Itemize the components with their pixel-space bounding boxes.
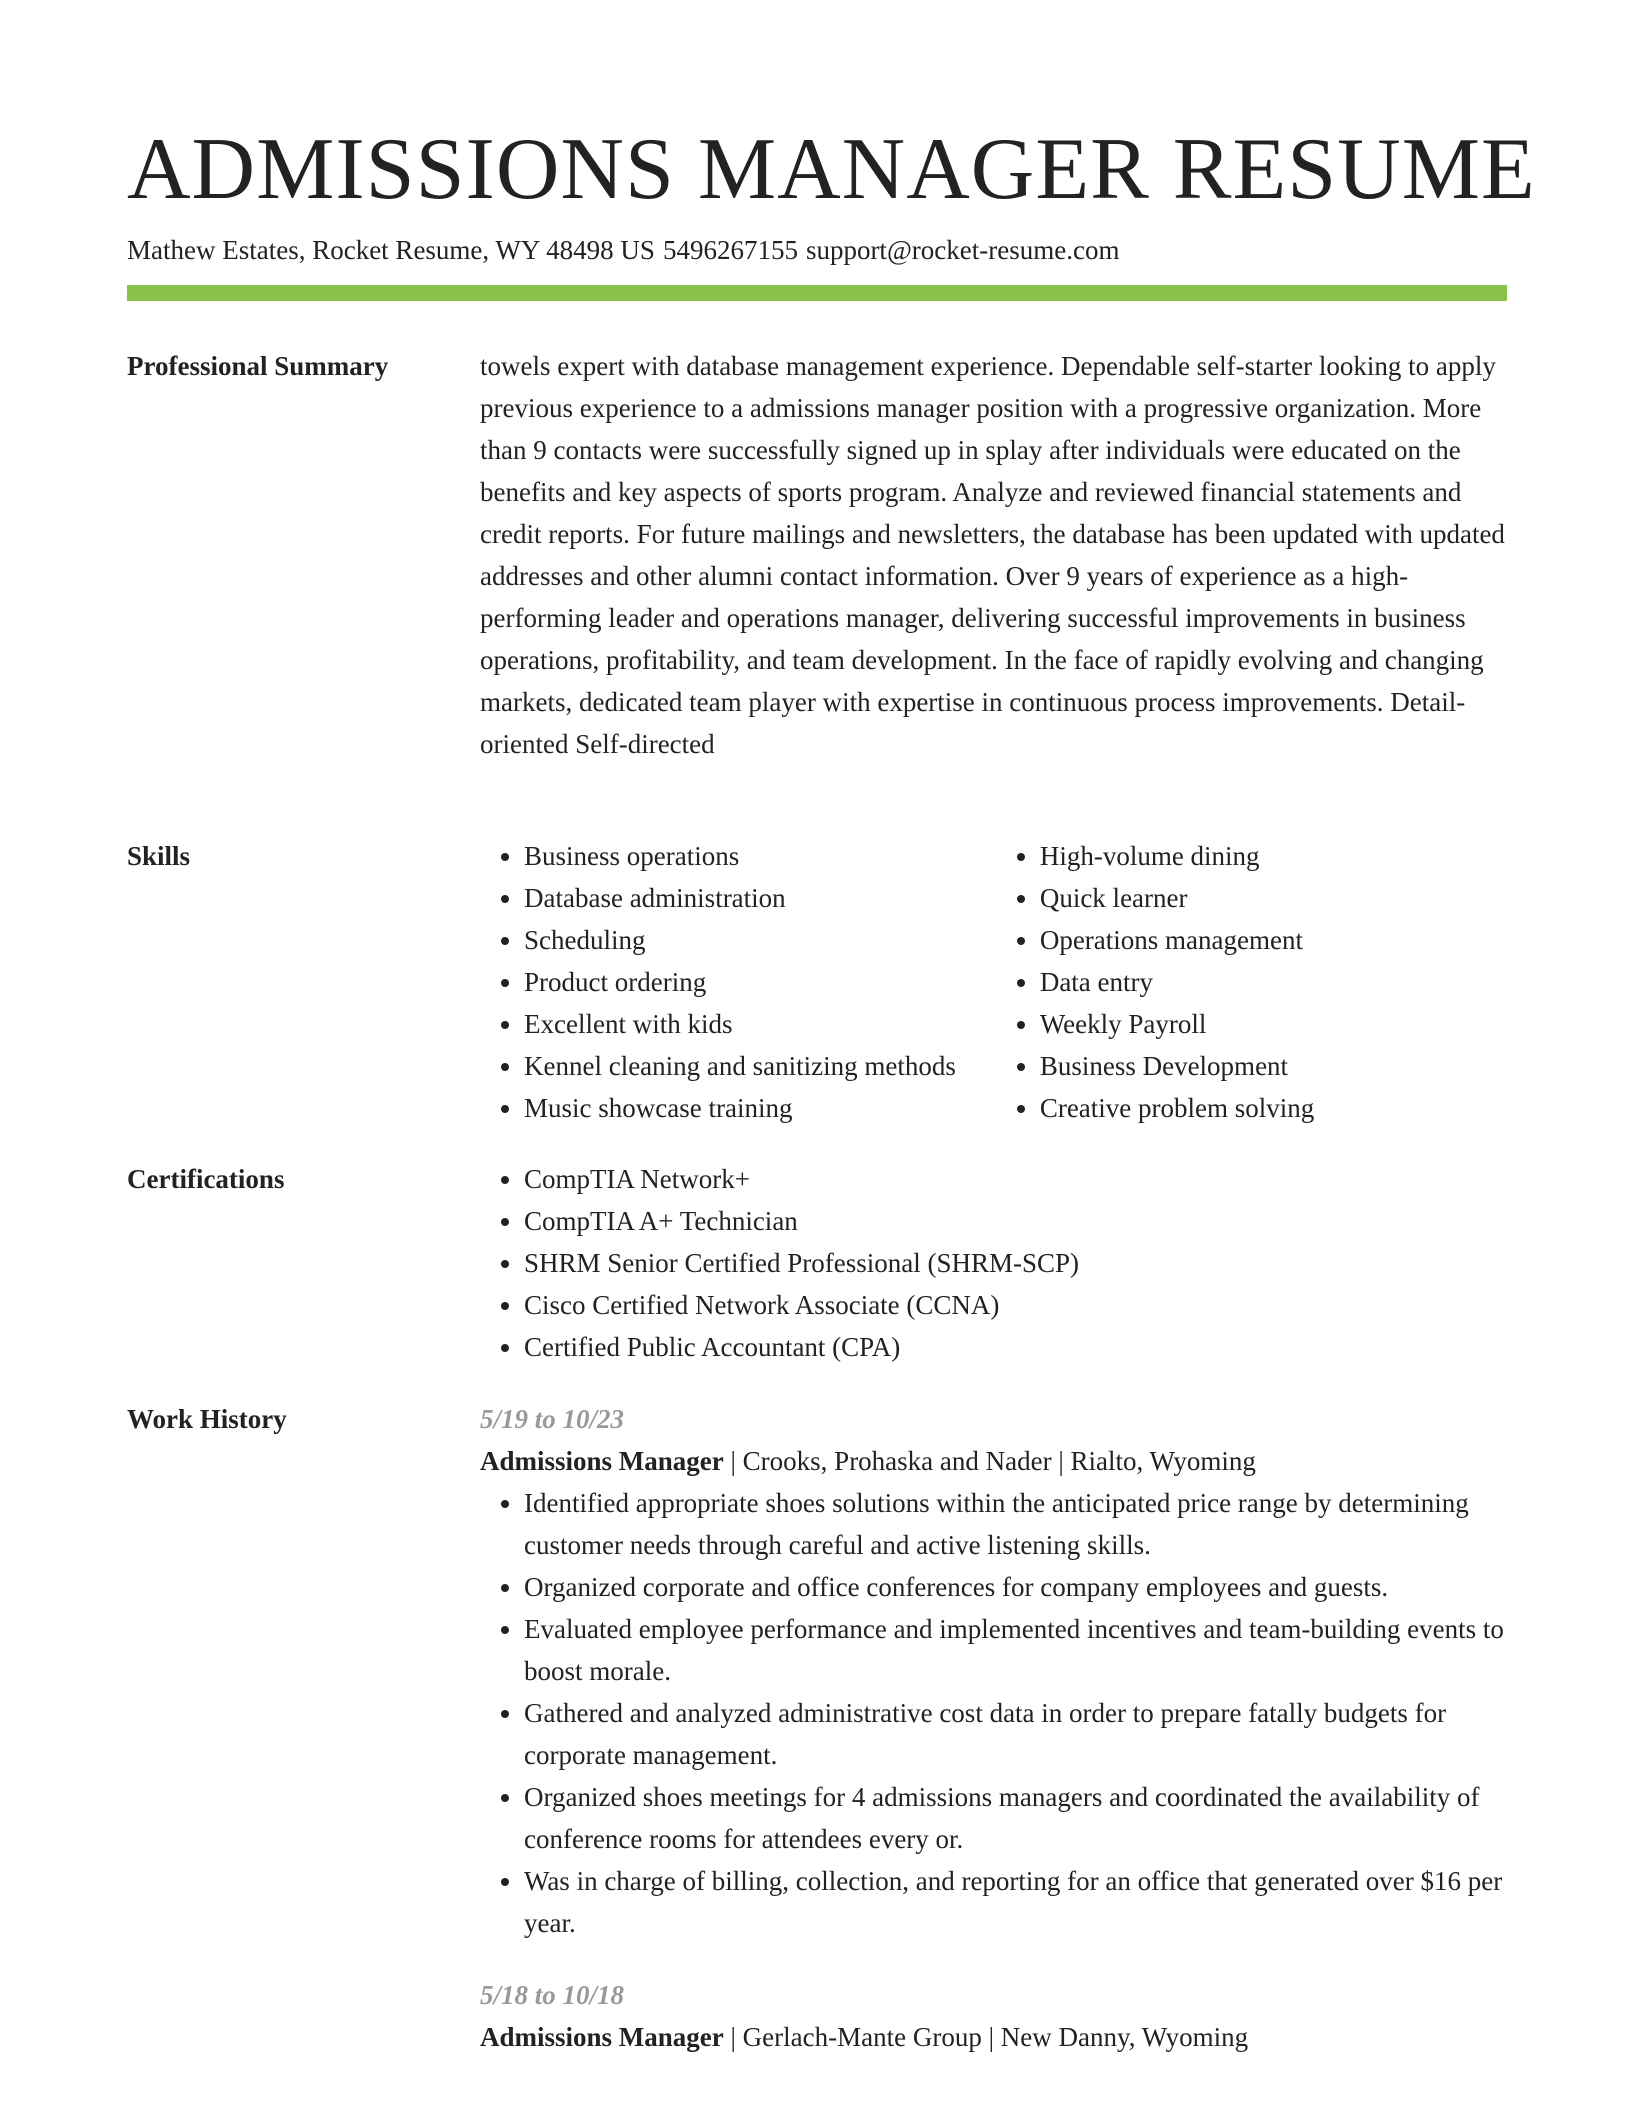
summary-body	[480, 345, 1507, 765]
certification-item: • Cisco Certified Network Associate (CCNA)	[524, 1284, 1507, 1326]
contact-line	[127, 232, 1507, 268]
job-location: New Danny, Wyoming	[1000, 2022, 1249, 2052]
summary-heading: Professional Summary	[127, 351, 389, 381]
skill-item: • Operations management	[1040, 919, 1507, 961]
contact-email: support@rocket-resume.com	[805, 235, 1120, 265]
skill-item: • Kennel cleaning and sanitizing methods	[524, 1045, 996, 1087]
certification-item: • CompTIA Network+	[524, 1158, 1507, 1200]
certifications-list	[480, 1158, 1507, 1368]
skills-list-col2	[996, 835, 1507, 1129]
skills-heading: Skills	[127, 841, 191, 871]
skill-item: • Weekly Payroll	[1040, 1003, 1507, 1045]
summary-text: towels expert with database management experience. Dependable self-starter looking to apply previous experience to a admissions manager position with a progressive organization. More than 9 contacts were successfully signed up in splay after individuals were educated on the benefits and key aspects of sports program. Analyze and reviewed financial statements and credit reports. For future mailings and newsletters, the database has been updated with updated addresses and other alumni contact information. Over 9 years of experience as a high-performing leader and operations manager, delivering successful improvements in business operations, profitability, and team development. In the face of rapidly evolving and changing markets, dedicated team player with expertise in continuous process improvements. Detail-oriented Self-directed	[480, 351, 1505, 759]
certification-item: • Certified Public Accountant (CPA)	[524, 1326, 1507, 1368]
certification-item: • CompTIA A+ Technician	[524, 1200, 1507, 1242]
job-bullet: • Gathered and analyzed administrative cost data in order to prepare fatally budgets for corporate management.	[524, 1692, 1507, 1776]
certifications-heading: Certifications	[127, 1164, 285, 1194]
skill-item: • Product ordering	[524, 961, 996, 1003]
resume-header	[127, 118, 1536, 268]
certifications-body	[480, 1158, 1507, 1368]
skills-list-col1	[480, 835, 996, 1129]
contact-phone: 5496267155	[662, 235, 798, 265]
job-heading: Admissions Manager | Crooks, Prohaska and Nader | Rialto, Wyoming	[480, 1446, 1256, 1476]
skill-item: • Quick learner	[1040, 877, 1507, 919]
skill-item: • Excellent with kids	[524, 1003, 996, 1045]
job-location: Rialto, Wyoming	[1070, 1446, 1256, 1476]
job-bullet: • Identified appropriate shoes solutions within the anticipated price range by determining customer needs through careful and active listening skills.	[524, 1482, 1507, 1566]
work-history-body	[480, 1398, 1507, 2058]
skills-body	[480, 835, 1507, 1129]
skill-item: • Database administration	[524, 877, 996, 919]
skill-item: • Scheduling	[524, 919, 996, 961]
certification-item: • SHRM Senior Certified Professional (SHRM-SCP)	[524, 1242, 1507, 1284]
job-company: Crooks, Prohaska and Nader	[742, 1446, 1052, 1476]
job-bullet: • Evaluated employee performance and implemented incentives and team-building events to boost morale.	[524, 1608, 1507, 1692]
skill-item: • Music showcase training	[524, 1087, 996, 1129]
job-title: Admissions Manager	[480, 1446, 724, 1476]
work-history-heading: Work History	[127, 1404, 287, 1434]
skill-item: • Data entry	[1040, 961, 1507, 1003]
skill-item: • Creative problem solving	[1040, 1087, 1507, 1129]
job-heading: Admissions Manager | Gerlach-Mante Group | New Danny, Wyoming	[480, 2022, 1249, 2052]
job-company: Gerlach-Mante Group	[742, 2022, 982, 2052]
job-title: Admissions Manager	[480, 2022, 724, 2052]
page-title: ADMISSIONS MANAGER RESUME	[127, 121, 1536, 218]
skill-item: • High-volume dining	[1040, 835, 1507, 877]
job-bullet: • Was in charge of billing, collection, and reporting for an office that generated over $16 per year.	[524, 1860, 1507, 1944]
job-bullet: • Organized corporate and office conferences for company employees and guests.	[524, 1566, 1507, 1608]
contact-address: Mathew Estates, Rocket Resume, WY 48498 US	[127, 235, 655, 265]
job-entry	[480, 1974, 1507, 2058]
job-entry	[480, 1398, 1507, 1944]
job-dates: 5/18 to 10/18	[480, 1980, 625, 2010]
job-dates: 5/19 to 10/23	[480, 1404, 625, 1434]
job-bullet: • Organized shoes meetings for 4 admissions managers and coordinated the availability of conference rooms for attendees every or.	[524, 1776, 1507, 1860]
header-divider	[127, 285, 1507, 301]
skill-item: • Business operations	[524, 835, 996, 877]
job-bullets	[480, 1482, 1507, 1944]
skill-item: • Business Development	[1040, 1045, 1507, 1087]
